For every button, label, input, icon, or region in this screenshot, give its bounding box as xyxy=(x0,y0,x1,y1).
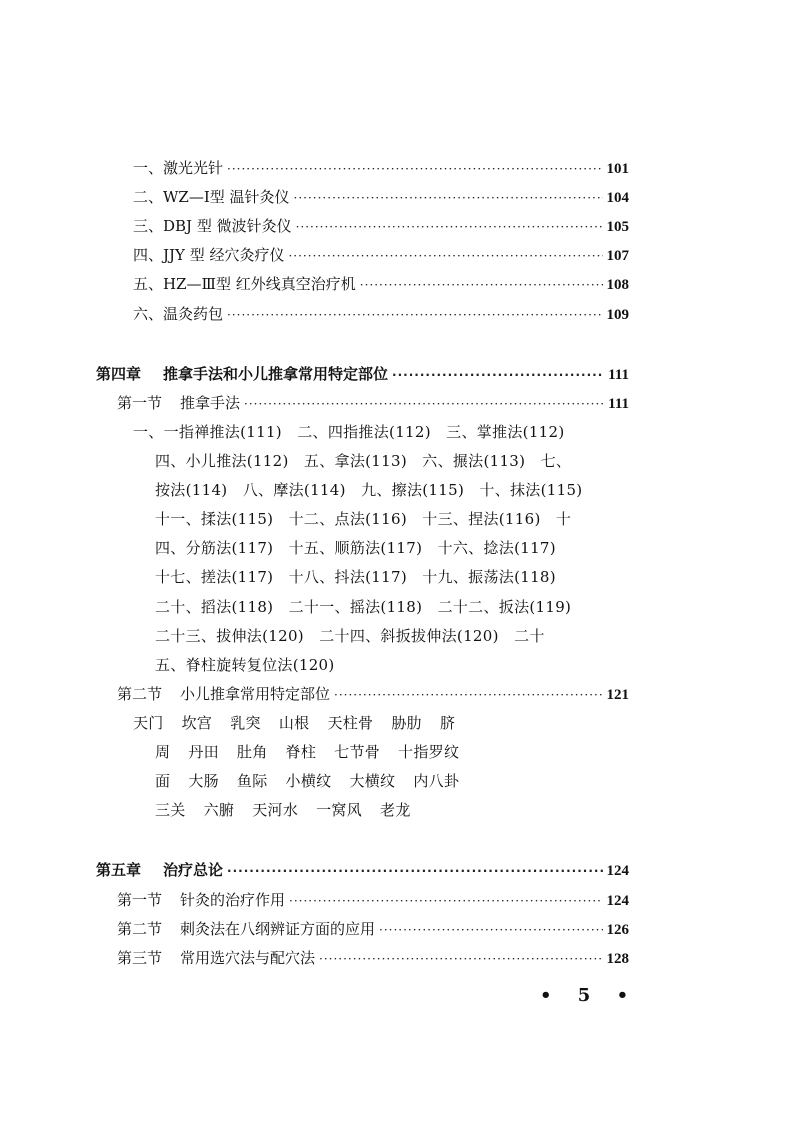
chapter-heading xyxy=(96,364,629,385)
point-name: 脊柱 xyxy=(285,743,317,761)
section-heading xyxy=(117,890,629,911)
point-name: 三关 xyxy=(155,801,186,819)
section-heading xyxy=(117,393,629,414)
chapter-page: 111 xyxy=(608,367,629,383)
point-name: 天河水 xyxy=(252,801,299,819)
point-name: 大肠 xyxy=(188,772,219,790)
dot-leader xyxy=(294,188,603,208)
technique-line: 五、脊柱旋转复位法(120) xyxy=(155,656,335,674)
technique-line: 十七、搓法(117) 十八、抖法(117) 十九、振荡法(118) xyxy=(155,568,556,586)
chapter-number: 第四章 xyxy=(96,365,142,383)
chapter-page: 124 xyxy=(606,863,629,879)
toc-entry xyxy=(133,158,629,179)
section-number: 第二节 xyxy=(117,920,163,938)
technique-line: 十一、揉法(115) 十二、点法(116) 十三、捏法(116) 十 xyxy=(155,510,572,528)
point-name: 肚角 xyxy=(236,743,268,761)
point-name: 天门 xyxy=(133,714,164,732)
technique-line: 四、小儿推法(112) 五、拿法(113) 六、搌法(113) 七、 xyxy=(155,452,572,470)
dot-leader xyxy=(319,949,602,969)
point-name: 天柱骨 xyxy=(327,714,374,732)
point-name: 七节骨 xyxy=(334,743,381,761)
section-number: 第二节 xyxy=(117,685,163,703)
toc-entry xyxy=(133,274,629,295)
toc-entry xyxy=(133,304,629,325)
point-name: 乳突 xyxy=(230,714,261,732)
toc-entry xyxy=(133,216,629,237)
entry-page: 105 xyxy=(606,219,629,235)
entry-label: 一、激光光针 xyxy=(133,159,224,177)
chapter-number: 第五章 xyxy=(96,861,142,879)
point-name: 内八卦 xyxy=(413,772,460,790)
point-name: 小横纹 xyxy=(285,772,332,790)
point-name: 山根 xyxy=(278,714,310,732)
point-name: 六腑 xyxy=(203,801,235,819)
dot-leader xyxy=(360,275,603,295)
section-title: 小儿推拿常用特定部位 xyxy=(180,685,331,703)
section-title: 推拿手法 xyxy=(180,394,241,412)
section-page: 124 xyxy=(606,893,629,909)
section-page: 121 xyxy=(606,687,629,703)
entry-label: 三、DBJ 型 微波针灸仪 xyxy=(133,217,292,235)
technique-line: 二十三、拔伸法(120) 二十四、斜扳拔伸法(120) 二十 xyxy=(155,627,545,645)
points-line xyxy=(155,800,429,820)
technique-line: 二十、搯法(118) 二十一、摇法(118) 二十二、扳法(119) xyxy=(155,598,572,616)
entry-page: 108 xyxy=(606,277,629,293)
section-title: 常用选穴法与配穴法 xyxy=(180,949,316,967)
section-heading xyxy=(117,684,629,705)
section-title: 刺灸法在八纲辨证方面的应用 xyxy=(180,920,376,938)
dot-leader xyxy=(227,159,602,179)
section-page: 126 xyxy=(606,922,629,938)
dot-leader xyxy=(289,891,602,911)
technique-line: 四、分筋法(117) 十五、顺筋法(117) 十六、捻法(117) xyxy=(155,539,556,557)
entry-page: 104 xyxy=(606,190,629,206)
points-line xyxy=(155,771,477,791)
points-line xyxy=(133,713,473,733)
toc-entry xyxy=(133,187,629,208)
point-name: 鱼际 xyxy=(236,772,268,790)
entry-label: 二、WZ—Ⅰ型 温针灸仪 xyxy=(133,188,290,206)
entry-label: 六、温灸药包 xyxy=(133,305,224,323)
point-name: 老龙 xyxy=(380,801,411,819)
dot-leader xyxy=(227,861,602,881)
section-page: 128 xyxy=(606,951,629,967)
technique-line: 一、一指禅推法(111) 二、四指推法(112) 三、掌推法(112) xyxy=(133,423,565,441)
point-name: 胁肋 xyxy=(391,714,422,732)
chapter-title: 治疗总论 xyxy=(163,861,224,879)
chapter-heading xyxy=(96,860,629,881)
dot-leader xyxy=(288,246,602,266)
entry-page: 101 xyxy=(606,161,629,177)
point-name: 大横纹 xyxy=(349,772,396,790)
section-page: 111 xyxy=(608,396,629,412)
dot-leader xyxy=(392,365,604,385)
point-name: 十指罗纹 xyxy=(398,743,460,761)
point-name: 脐 xyxy=(439,714,456,732)
dot-leader xyxy=(244,394,604,414)
point-name: 丹田 xyxy=(188,743,219,761)
section-heading xyxy=(117,948,629,969)
entry-page: 109 xyxy=(606,307,629,323)
section-title: 针灸的治疗作用 xyxy=(180,891,286,909)
toc-entry xyxy=(133,245,629,266)
dot-leader xyxy=(379,920,602,940)
dot-leader xyxy=(334,685,602,705)
section-number: 第一节 xyxy=(117,891,163,909)
point-name: 一窝风 xyxy=(316,801,363,819)
point-name: 周 xyxy=(155,743,171,761)
section-number: 第一节 xyxy=(117,394,163,412)
section-heading xyxy=(117,919,629,940)
dot-leader xyxy=(227,305,602,325)
entry-page: 107 xyxy=(606,248,629,264)
dot-leader xyxy=(296,217,603,237)
point-name: 面 xyxy=(155,772,171,790)
points-line xyxy=(155,742,477,762)
technique-line: 按法(114) 八、摩法(114) 九、擦法(115) 十、抹法(115) xyxy=(155,481,583,499)
page-number: • 5 • xyxy=(540,985,639,1006)
entry-label: 五、HZ—Ⅲ型 红外线真空治疗机 xyxy=(133,275,356,293)
chapter-title: 推拿手法和小儿推拿常用特定部位 xyxy=(163,365,389,383)
entry-label: 四、JJY 型 经穴灸疗仪 xyxy=(133,246,285,264)
section-number: 第三节 xyxy=(117,949,163,967)
point-name: 坎宫 xyxy=(181,714,213,732)
